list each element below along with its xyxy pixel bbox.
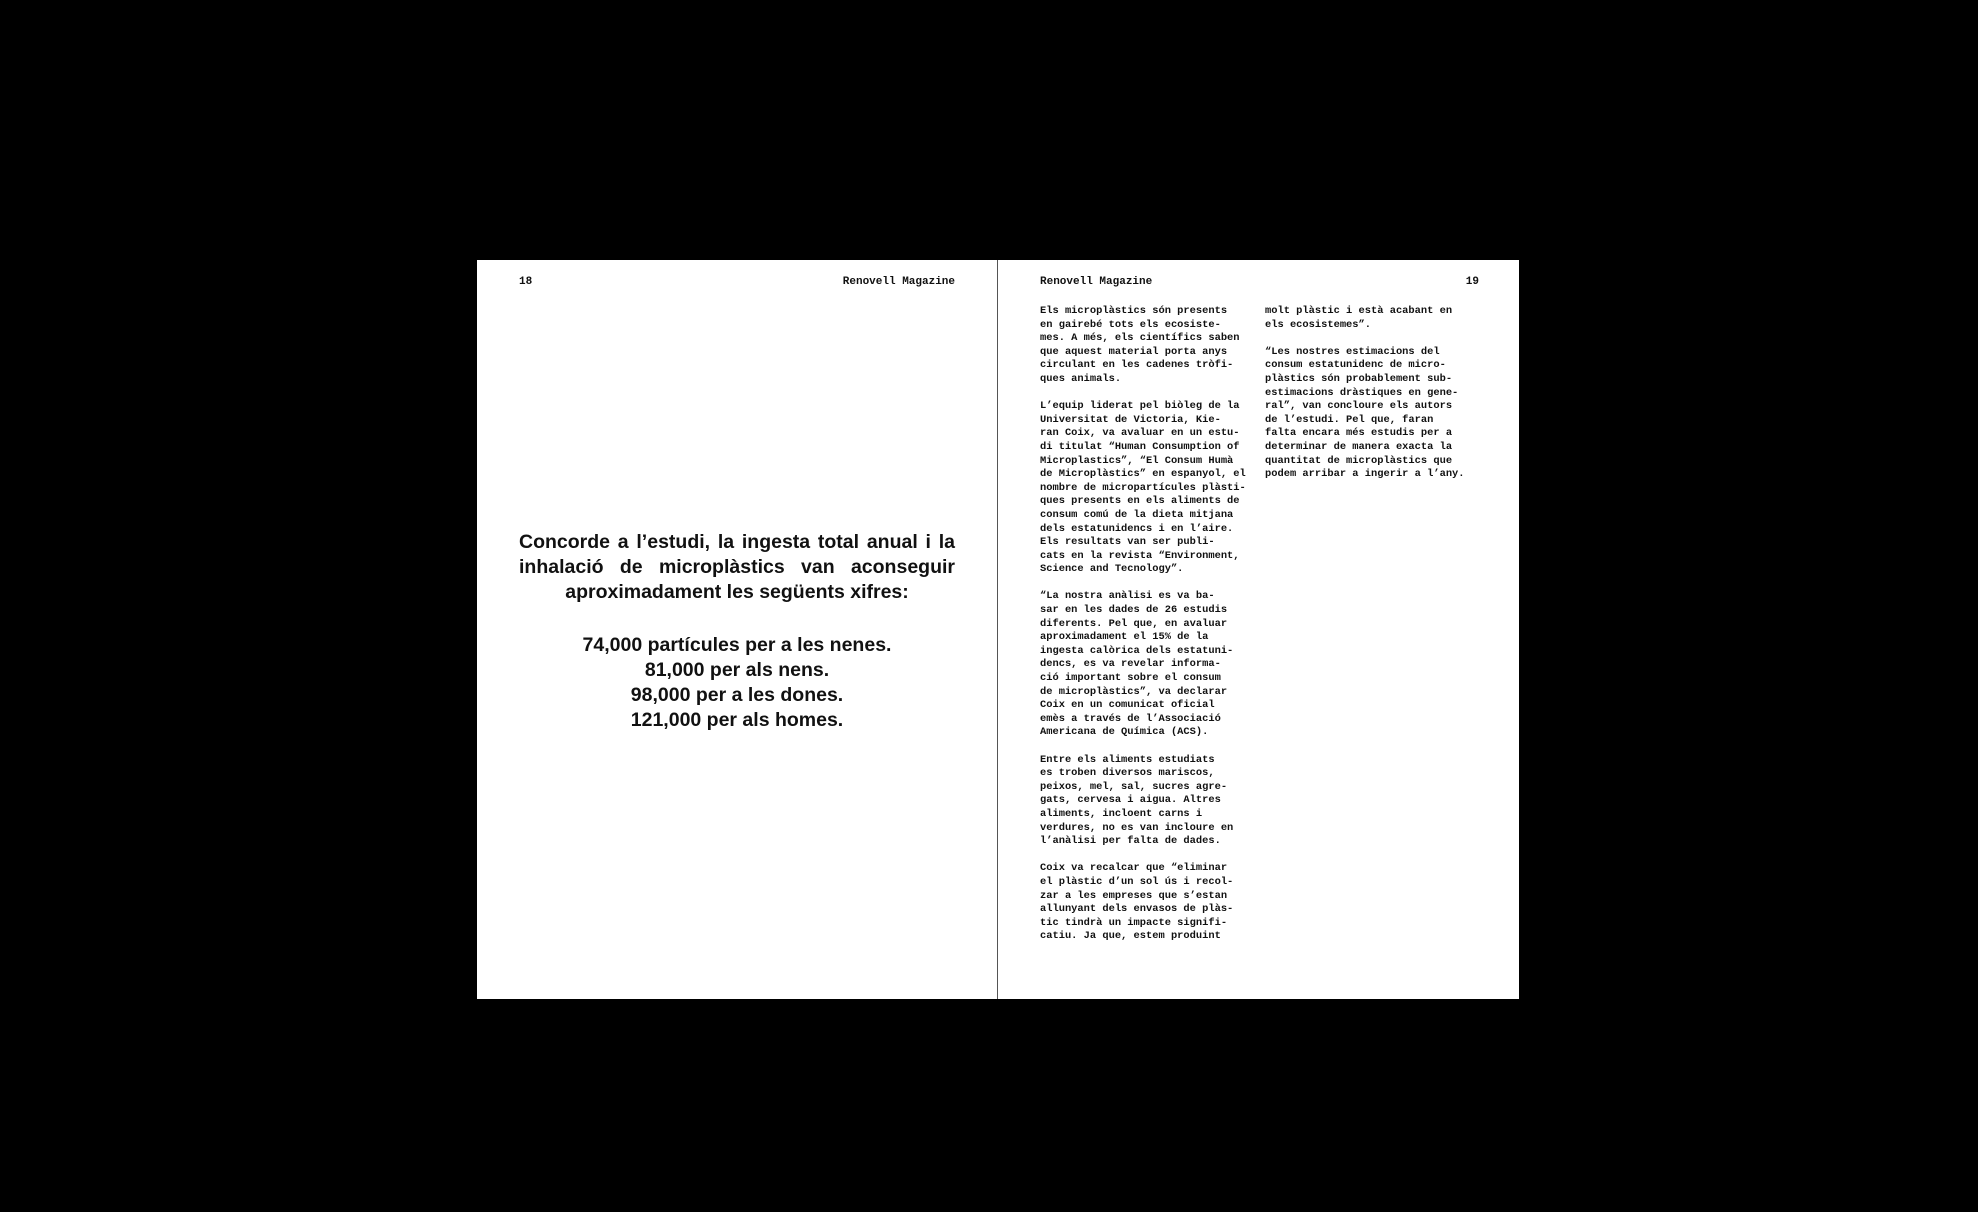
pull-quote-lead: Concorde a l’estudi, la ingesta total anual i la inhalació de microplàstics van aconseguir aproximadament les següents xifres: (519, 531, 955, 603)
paragraph: “Les nostres estimacions del consum estatunidenc de micro- plàstics són probablement sub- estimacions dràstiques en gene- ral”, van concloure els autors de l’estudi. Pel que, faran falta encara més estudis per a determinar de manera exacta la quantitat de microplàstics que podem arribar a ingerir a l’any. (1265, 345, 1465, 481)
paragraph: L’equip liderat pel biòleg de la Universitat de Victoria, Kie- ran Coix, va avaluar en un estu- di titulat “Human Consumption of Microplastics”, “El Consum Humà de Microplàstics” en espanyol, el nombre de micropartícules plàsti- ques presents en els aliments de consum comú de la dieta mitjana dels estatunidencs i en l’aire. Els resultats van ser publi- cats en la revista “Environment, Science and Tecnology”. (1040, 400, 1246, 576)
paragraph: “La nostra anàlisi es va ba- sar en les dades de 26 estudis diferents. Pel que, en avaluar aproximadament el 15% de la ingesta calòrica dels estatuni- dencs, es va revelar informa- ció important sobre el consum de microplàstics”, va declarar Coix en un comunicat oficial emès a través de l’Associació Americana de Química (ACS). (1040, 590, 1234, 739)
magazine-name: Renovell Magazine (842, 276, 955, 288)
figure-item: 81,000 per als nens. (644, 659, 830, 681)
figure-item: 74,000 partícules per a les nenes. (582, 634, 892, 656)
page-number: 19 (1465, 276, 1479, 288)
figures-list (519, 633, 955, 733)
figure-item: 98,000 per a les dones. (630, 684, 844, 706)
page-number: 18 (519, 276, 533, 288)
paragraph: Els microplàstics són presents en gairebé tots els ecosiste- mes. A més, els científics saben que aquest material porta anys circulant en les cadenes tròfi- ques animals. (1040, 305, 1240, 385)
paragraph: Coix va recalcar que “eliminar el plàstic d’un sol ús i recol- zar a les empreses que s’estan allunyant dels envasos de plàs- tic tindrà un impacte signifi- catiu. Ja que, estem produint (1040, 862, 1234, 943)
magazine-name: Renovell Magazine (1040, 276, 1153, 288)
article-column-1 (1040, 305, 1248, 958)
article-columns (1040, 305, 1487, 958)
paragraph: Entre els aliments estudiats es troben diversos mariscos, peixos, mel, sal, sucres agre- gats, cervesa i aigua. Altres aliments, incloent carns i verdures, no es van incloure en l’anàlisi per falta de dades. (1040, 753, 1234, 848)
left-page (477, 260, 998, 999)
paragraph: molt plàstic i està acabant en els ecosistemes”. (1265, 305, 1453, 331)
figure-item: 121,000 per als homes. (630, 709, 844, 731)
magazine-spread (477, 260, 1519, 999)
right-page (998, 260, 1519, 999)
article-column-2 (1265, 305, 1487, 958)
pull-quote (519, 530, 955, 733)
